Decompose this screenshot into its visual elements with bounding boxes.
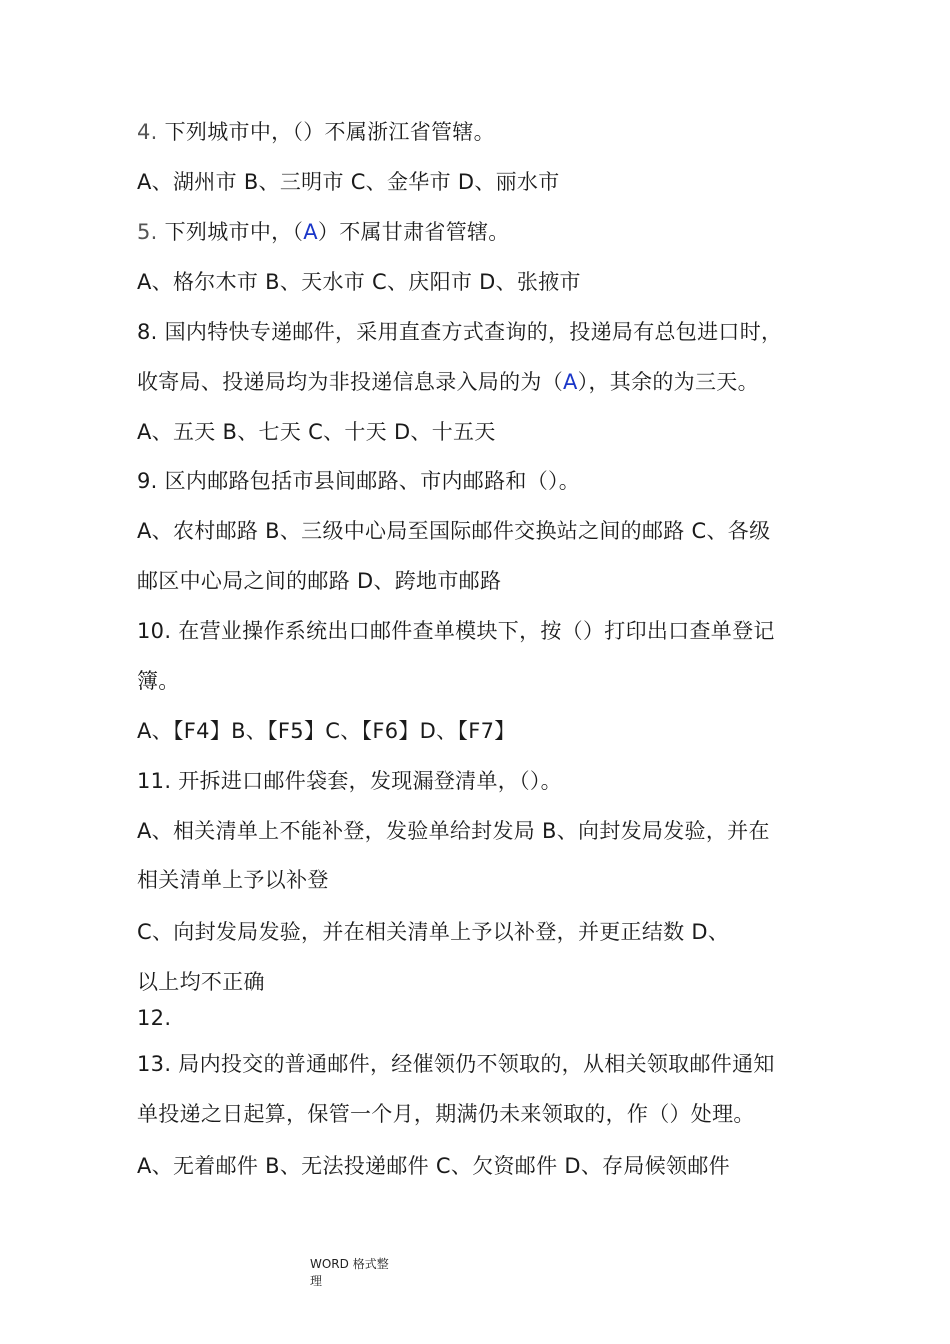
- question-8-text-before: 收寄局、投递局均为非投递信息录入局的为（: [137, 370, 563, 394]
- question-12: 12.: [137, 1006, 172, 1030]
- question-5-text-after: ）不属甘肃省管辖。: [317, 220, 510, 244]
- footer-line-2: 理: [310, 1274, 323, 1288]
- question-8-answer: A: [563, 370, 578, 394]
- question-5-options: A、格尔木市 B、天水市 C、庆阳市 D、张掖市: [137, 270, 581, 294]
- question-8-text-after: ），其余的为三天。: [577, 370, 759, 394]
- question-9-options-line-1: A、农村邮路 B、三级中心局至国际邮件交换站之间的邮路 C、各级: [137, 519, 771, 543]
- question-11-options-line-4: 以上均不正确: [137, 970, 265, 994]
- question-5-number: 5.: [137, 220, 158, 244]
- question-5-text-before: 下列城市中，（: [164, 220, 304, 244]
- question-13-line-1: 13. 局内投交的普通邮件，经催领仍不领取的，从相关领取邮件通知: [137, 1052, 775, 1076]
- question-9-options-line-2: 邮区中心局之间的邮路 D、跨地市邮路: [137, 569, 502, 593]
- question-10-options: A、【F4】B、【F5】C、【F6】D、【F7】: [137, 719, 516, 743]
- question-9: 9. 区内邮路包括市县间邮路、市内邮路和（）。: [137, 469, 581, 493]
- question-8-options: A、五天 B、七天 C、十天 D、十五天: [137, 420, 496, 444]
- question-4: [137, 118, 495, 146]
- question-5: [137, 218, 510, 246]
- question-10-line-2: 簿。: [137, 669, 180, 693]
- question-8-line-2: [137, 368, 759, 396]
- question-13-line-2: 单投递之日起算，保管一个月，期满仍未来领取的，作（）处理。: [137, 1102, 755, 1126]
- question-10-line-1: 10. 在营业操作系统出口邮件查单模块下，按（）打印出口查单登记: [137, 619, 775, 643]
- footer-line-1: WORD 格式整: [310, 1257, 389, 1271]
- question-11-options-line-2: 相关清单上予以补登: [137, 868, 329, 892]
- question-8-line-1: 8. 国内特快专递邮件，采用直查方式查询的，投递局有总包进口时，: [137, 320, 783, 344]
- question-13-options: A、无着邮件 B、无法投递邮件 C、欠资邮件 D、存局候领邮件: [137, 1154, 730, 1178]
- question-11-options-line-1: A、相关清单上不能补登，发验单给封发局 B、向封发局发验，并在: [137, 819, 770, 843]
- question-11: 11. 开拆进口邮件袋套，发现漏登清单，（）。: [137, 769, 562, 793]
- question-11-options-line-3: C、向封发局发验，并在相关清单上予以补登，并更正结数 D、: [137, 920, 730, 944]
- question-4-text: 下列城市中，（）不属浙江省管辖。: [164, 120, 495, 144]
- question-4-options: A、湖州市 B、三明市 C、金华市 D、丽水市: [137, 170, 560, 194]
- question-4-number: 4.: [137, 120, 158, 144]
- question-5-answer: A: [303, 220, 318, 244]
